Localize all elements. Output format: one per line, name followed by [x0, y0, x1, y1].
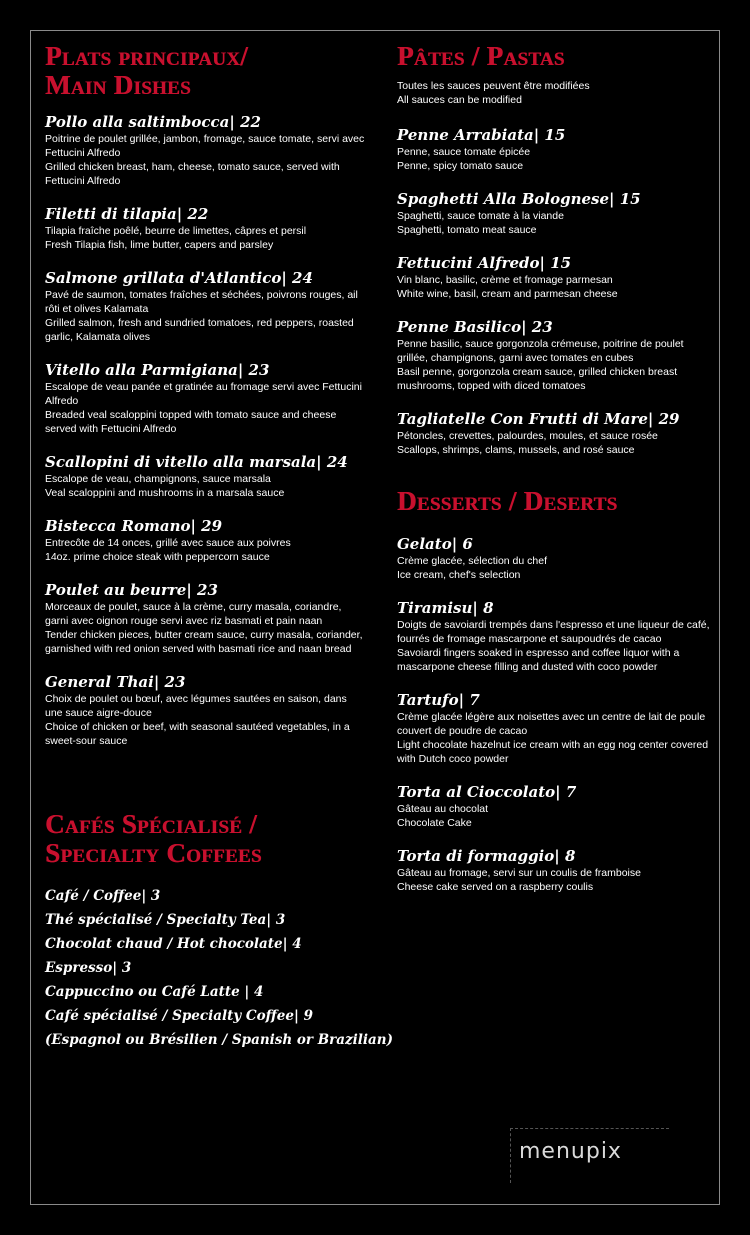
menu-item: Penne Basilico| 23 Penne basilic, sauce gorgonzola crémeuse, poitrine de poulet grillée, champignons, garni avec tomates en cubes Basil penne, gorgonzola cream sauce, grilled chicken breast mushrooms, topped with diced tomatoes	[397, 318, 684, 392]
coffee-line: Espresso| 3	[45, 960, 132, 976]
coffee-line: Cappuccino ou Café Latte | 4	[45, 984, 264, 1000]
menu-item: General Thai| 23 Choix de poulet ou bœuf, avec légumes sautées en saison, dans une sauce aigre-douce Choice of chicken or beef, with seasonal sautéed vegetables, in a sweet-sour sauce	[45, 673, 350, 747]
menu-item: Poulet au beurre| 23 Morceaux de poulet, sauce à la crème, curry masala, coriandre, garni avec oignon rouge servi avec riz basmati et pain naan Tender chicken pieces, butter cream sauce, curry masala, coriander, garnished with red onion served with basmati rice and naan bread	[45, 581, 363, 655]
menu-item: Fettucini Alfredo| 15 Vin blanc, basilic, crème et fromage parmesan White wine, basil, cream and parmesan cheese	[397, 254, 618, 300]
menu-item: Tartufo| 7 Crème glacée légère aux noisettes avec un centre de lait de poule couvert de poudre de cacao Light chocolate hazelnut ice cream with an egg nog center covered with Dutch coco powder	[397, 691, 709, 765]
main-dishes-title: Plats principaux/ Main Dishes	[45, 41, 248, 100]
coffee-line: Café spécialisé / Specialty Coffee| 9	[45, 1008, 313, 1024]
menupix-wordmark: menupix	[519, 1139, 622, 1164]
menu-item: Vitello alla Parmigiana| 23 Escalope de veau panée et gratinée au fromage servi avec Fettucini Alfredo Breaded veal scaloppini topped with tomato sauce and cheese served with Fettucini Alfredo	[45, 361, 362, 435]
pastas-note: Toutes les sauces peuvent être modifiées All sauces can be modified	[397, 80, 590, 106]
menu-item: Torta di formaggio| 8 Gâteau au fromage, servi sur un coulis de framboise Cheese cake served on a raspberry coulis	[397, 847, 641, 893]
coffee-list	[45, 884, 393, 1052]
menu-item: Spaghetti Alla Bolognese| 15 Spaghetti, sauce tomate à la viande Spaghetti, tomato meat sauce	[397, 190, 641, 236]
menu-item: Penne Arrabiata| 15 Penne, sauce tomate épicée Penne, spicy tomato sauce	[397, 126, 566, 172]
menu-item: Torta al Cioccolato| 7 Gâteau au chocolat Chocolate Cake	[397, 783, 577, 829]
menu-item: Scallopini di vitello alla marsala| 24 Escalope de veau, champignons, sauce marsala Veal scaloppini and mushrooms in a marsala sauce	[45, 453, 348, 499]
pastas-title: Pâtes / Pastas	[397, 41, 565, 71]
coffee-line: (Espagnol ou Brésilien / Spanish or Brazilian)	[45, 1032, 393, 1048]
left-column	[45, 41, 393, 1052]
menu-item: Pollo alla saltimbocca| 22 Poitrine de poulet grillée, jambon, fromage, sauce tomate, servi avec Fettucini Alfredo Grilled chicken breast, ham, cheese, tomato sauce, served with Fettucini Alfredo	[45, 113, 365, 187]
menu-item: Bistecca Romano| 29 Entrecôte de 14 onces, grillé avec sauce aux poivres 14oz. prime choice steak with peppercorn sauce	[45, 517, 291, 563]
menu-item: Tiramisu| 8 Doigts de savoiardi trempés dans l'espresso et une liqueur de café, fourrés de fromage mascarpone et saupoudrés de cacao Savoiardi fingers soaked in espresso and coffee liquor with a mascarpone cheese filling and dusted with coco powder	[397, 599, 710, 673]
desserts-title: Desserts / Deserts	[397, 486, 618, 516]
coffee-line: Café / Coffee| 3	[45, 888, 161, 904]
menu-item: Filetti di tilapia| 22 Tilapia fraîche poêlé, beurre de limettes, câpres et persil Fresh Tilapia fish, lime butter, capers and parsley	[45, 205, 307, 251]
menu-item: Tagliatelle Con Frutti di Mare| 29 Pétoncles, crevettes, palourdes, moules, et sauce rosée Scallops, shrimps, clams, mussels, and rosé sauce	[397, 410, 680, 456]
menu-item: Gelato| 6 Crème glacée, sélection du chef Ice cream, chef's selection	[397, 535, 547, 581]
menupix-logo	[510, 1128, 669, 1183]
coffee-line: Chocolat chaud / Hot chocolate| 4	[45, 936, 302, 952]
coffees-title: Cafés Spécialisé / Specialty Coffees	[45, 809, 262, 868]
menu-item: Salmone grillata d'Atlantico| 24 Pavé de saumon, tomates fraîches et séchées, poivrons rouges, ail rôti et olives Kalamata Grilled salmon, fresh and sundried tomatoes, red peppers, roasted garlic, Kalamata olives	[45, 269, 358, 343]
right-column	[397, 42, 715, 894]
coffee-line: Thé spécialisé / Specialty Tea| 3	[45, 912, 286, 928]
